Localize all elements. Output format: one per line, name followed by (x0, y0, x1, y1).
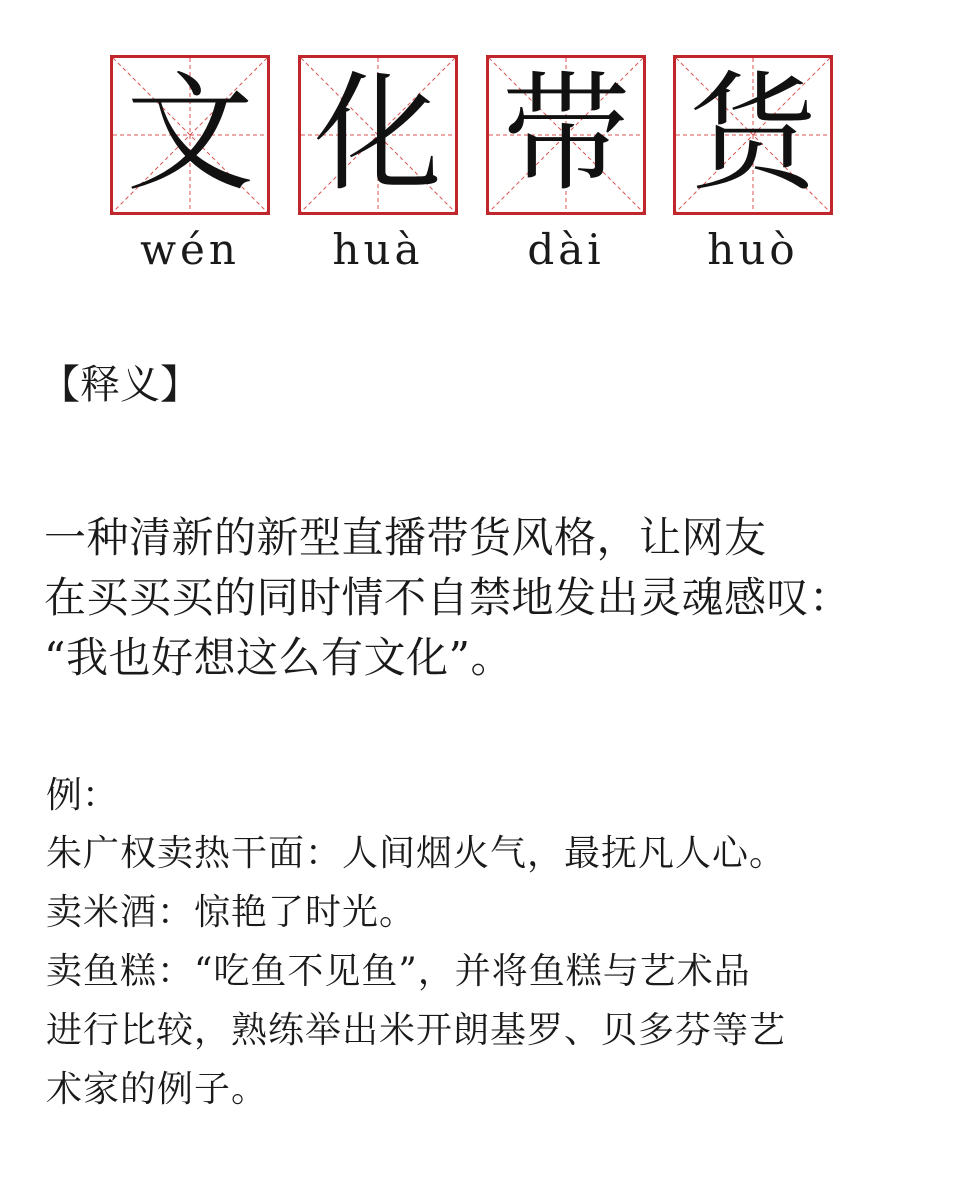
pinyin-label: wén (140, 225, 240, 274)
example-line: 朱广权卖热干面：人间烟火气，最抚凡人心。 (46, 833, 787, 874)
title-character: 文 (125, 60, 254, 209)
pinyin-label: dài (527, 225, 605, 274)
pinyin-label: huò (707, 225, 799, 274)
examples-label: 例： (46, 775, 119, 816)
pinyin-label: huà (332, 225, 424, 274)
tianzige-box-2 (298, 55, 458, 215)
tianzige-box-4 (673, 55, 833, 215)
definition-line: 一种清新的新型直播带货风格，让网友 (44, 513, 767, 562)
title-character: 化 (313, 60, 442, 209)
definition-line: 在买买买的同时情不自禁地发出灵魂感叹： (44, 573, 852, 622)
definition-line: “我也好想这么有文化”。 (44, 633, 513, 682)
tianzige-box-3 (486, 55, 646, 215)
title-character-row (110, 55, 835, 217)
example-line: 进行比较，熟练举出米开朗基罗、贝多芬等艺 (46, 1010, 787, 1051)
section-heading-definition: 【释义】 (40, 362, 200, 408)
example-line: 术家的例子。 (46, 1069, 269, 1110)
example-line: 卖米酒：惊艳了时光。 (46, 892, 417, 933)
title-character: 带 (501, 60, 630, 209)
definition-paragraph (44, 508, 944, 688)
example-line: 卖鱼糕：“吃鱼不见鱼”，并将鱼糕与艺术品 (46, 951, 751, 992)
examples-block (46, 768, 926, 1119)
tianzige-box-1 (110, 55, 270, 215)
title-character: 货 (688, 60, 817, 209)
